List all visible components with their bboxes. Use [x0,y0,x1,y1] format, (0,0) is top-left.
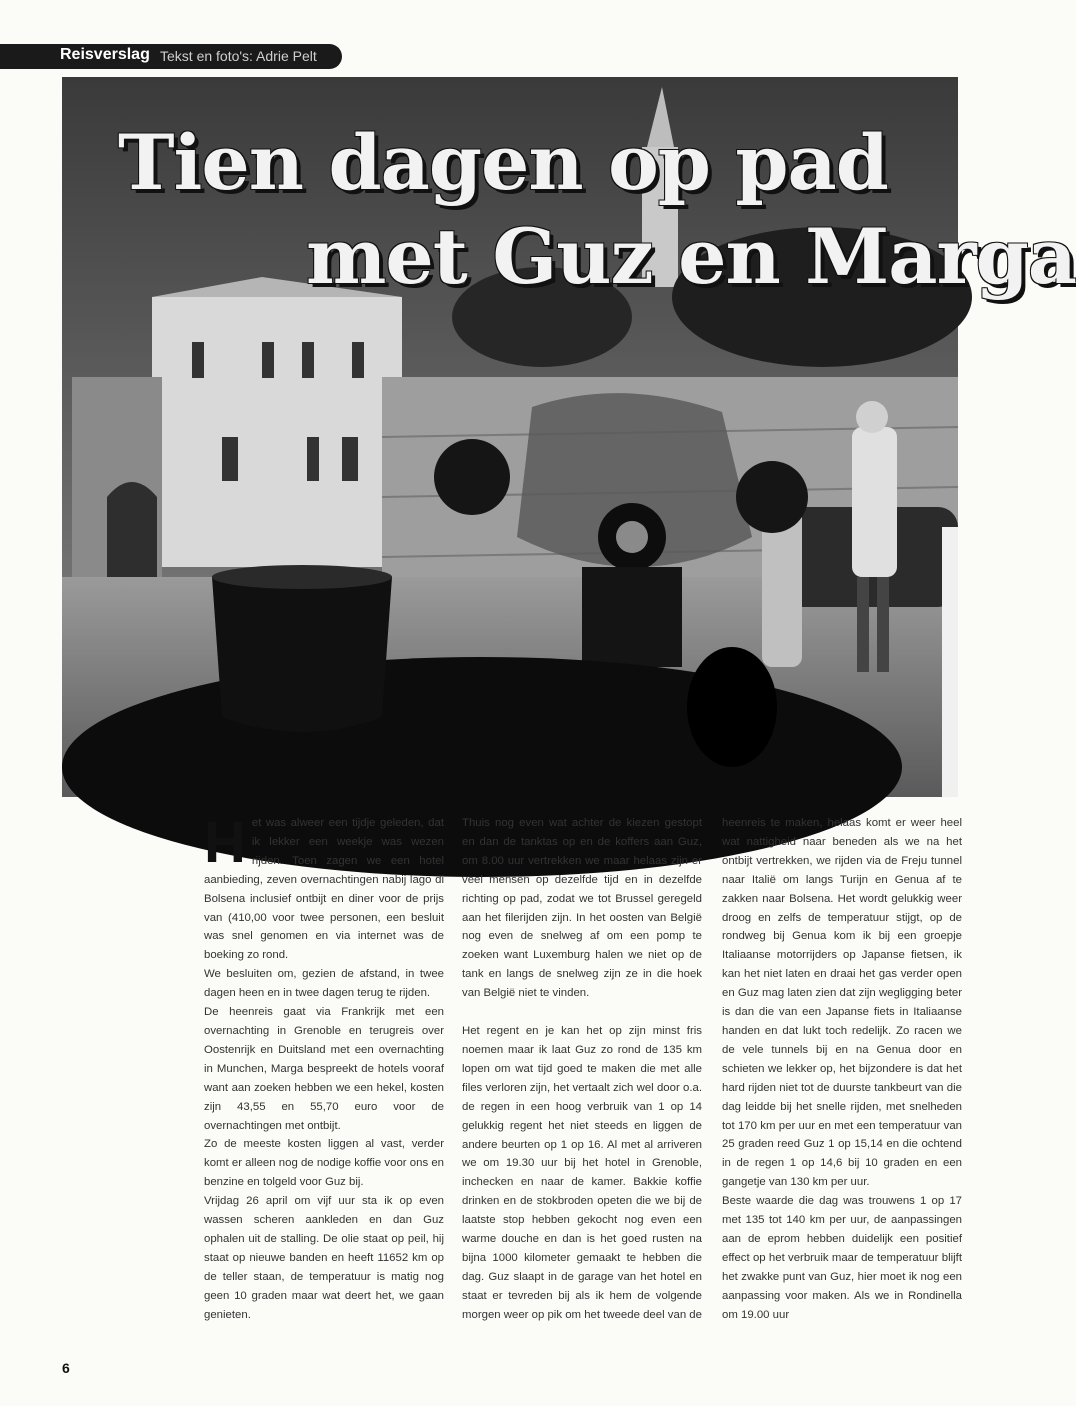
section-header [0,44,342,69]
section-label: Reisverslag [60,46,150,63]
paragraph: Vrijdag 26 april om vijf uur sta ik op even wassen scheren aankleden en dan Guz ophalen uit de stalling. De olie staat op peil, hij staat op nieuwe banden en heeft 11652 km op de teller staan, de temperatuur is matig nog geen 10 graden maar wat deert het, we gaan genieten. [204,1195,444,1321]
text-column-3 [722,814,962,1324]
paragraph: Thuis nog even wat achter de kiezen gestopt en dan de tanktas op en de koffers aan Guz, om 8.00 uur vertrekken we maar helaas zijn er veel mensen op dezelfde tijd en in dezelfde richting op pad, zodat we tot Brussel geregeld aan het filerijden zijn. In het oosten van België nog even de snelweg af om een pomp te zoeken want Luxemburg halen we niet op de tank en langs de snelweg zijn ze in die hoek van België niet te vinden. [462,817,702,1000]
drop-cap: H [204,810,246,875]
paragraph: et was alweer een tijdje geleden, dat ik lekker een weekje was wezen rijden. Toen zagen we een hotel aanbieding, zeven overnachtingen nabij lago di Bolsena inclusief ontbijt en diner voor de prijs van (410,00 voor twee personen, een besluit was snel genomen en via internet was de boeking zo rond. [204,817,444,962]
paragraph: Zo de meeste kosten liggen al vast, verder komt er alleen nog de nodige koffie voor ons en benzine en tolgeld voor Guz bij. [204,1138,444,1189]
page-number: 6 [62,1360,70,1376]
paragraph: De heenreis gaat via Frankrijk met een overnachting in Grenoble en terugreis over Oostenrijk en Duitsland met een overnachting in Munchen, Marga bespreekt de hotels vooraf want aan zoeken hebben we een hekel, kosten zijn 43,55 en 55,70 euro voor de overnachtingen met ontbijt. [204,1006,444,1132]
article-title-line2: met Guz en Marga [306,212,1076,301]
text-column-2 [462,814,702,1325]
article-photo [62,77,1076,797]
author-credit: Tekst en foto's: Adrie Pelt [160,48,317,64]
text-column-1 [204,810,444,1324]
paragraph: heenreis te maken, helaas komt er weer heel wat nattigheid naar beneden als we na het ontbijt vertrekken, we rijden via de Freju tunnel naar Italië om langs Turijn en Genua af te zakken naar Bolsena. Het wordt gelukkig weer droog en zelfs de temperatuur stijgt, op de rondweg bij Genua kom ik bij een groepje Italiaanse motorrijders op Japanse fietsen, ik kan het niet laten en draai het gas verder open en Guz mag laten zien dat zijn wegligging beter is dan die van een Japanse fiets in Italiaanse handen en dat lukt toch redelijk. Zo racen we de vele tunnels bij en na Genua door en schieten we lekker op, het bijzondere is dat het hard rijden niet tot de duurste tankbeurt van die dag leidde bij het snelle rijden, met snelheden tot 170 km per uur en met een temperatuur van 25 graden reed Guz 1 op 15,14 en die ochtend in de regen 1 op 14,6 bij 10 graden en een gangetje van 130 km per uur. [722,817,962,1189]
paragraph: Het regent en je kan het op zijn minst fris noemen maar ik laat Guz zo rond de 135 km lopen om wat tijd goed te maken die met alle files verloren zijn, het vertaalt zich wel door o.a. de regen in een hoog verbruik van 1 op 14 gelukkig regent het niet steeds en liggen de andere beurten op 1 op 16. Al met al arriveren we om 19.30 uur bij het hotel in Grenoble, inchecken en naar de kamer. Bakkie koffie drinken en de stokbroden opeten die we bij de laatste stop hebben gekocht nog even een warme douche en dan is het goed rusten na bijna 1000 kilometer gemaakt te hebben die dag. Guz slaapt in de garage van het hotel en staat er tevreden bij als ik hem de volgende morgen weer op pik om het tweede deel van de [462,1025,702,1321]
paragraph: Beste waarde die dag was trouwens 1 op 17 met 135 tot 140 km per uur, de aanpassingen aan de eprom hebben duidelijk een positief effect op het verbruik maar de temperatuur blijft het zwakke punt van Guz, hier moet ik nog een aanpassing voor maken. Als we in Rondinella om 19.00 uur [722,1195,962,1321]
paragraph: We besluiten om, gezien de afstand, in twee dagen heen en in twee dagen terug te rijden. [204,968,444,1000]
article-title-line1: Tien dagen op pad [118,118,888,207]
